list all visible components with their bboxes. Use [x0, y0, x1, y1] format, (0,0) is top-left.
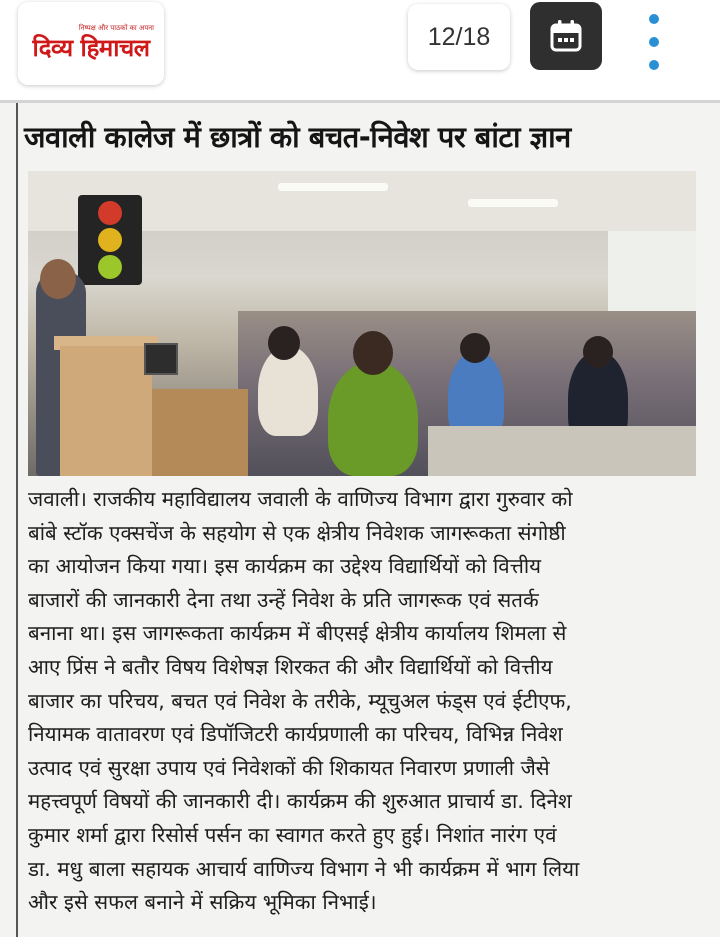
article-line: जवाली। राजकीय महाविद्यालय जवाली के वाणिज्य विभाग द्वारा गुरुवार को [28, 487, 573, 511]
photo-ceiling-light [468, 199, 558, 207]
photo-desks [428, 426, 696, 476]
photo-student-head [268, 326, 300, 360]
news-clipping [0, 103, 720, 937]
clipping-edge [16, 103, 18, 937]
photo-red-light [98, 201, 122, 225]
photo-speaker-head [40, 259, 76, 299]
article-line: उत्पाद एवं सुरक्षा उपाय एवं निवेशकों की शिकायत निवारण प्रणाली जैसे [28, 755, 550, 780]
article-line: आए प्रिंस ने बतौर विषय विशेषज्ञ शिरकत की और विद्यार्थियों को वित्तीय [28, 654, 553, 679]
photo-yellow-light [98, 228, 122, 252]
article-line: डा. मधु बाला सहायक आचार्य वाणिज्य विभाग ने भी कार्यक्रम में भाग लिया [28, 856, 580, 881]
article-line: कुमार शर्मा द्वारा रिसोर्स पर्सन का स्वागत करते हुए हुई। निशांत नारंग एवं [28, 822, 557, 847]
photo-student-head [353, 331, 393, 375]
photo-student-head [583, 336, 613, 368]
menu-dot [649, 60, 659, 70]
article-photo [28, 171, 696, 476]
menu-dot [649, 14, 659, 24]
article-line: का आयोजन किया गया। इस कार्यक्रम का उद्देश्य विद्यार्थियों को वित्तीय [28, 554, 542, 579]
article-line: बाजार का परिचय, बचत एवं निवेश के तरीके, म्यूचुअल फंड्स एवं ईटीएफ, [28, 688, 572, 713]
photo-monitor [144, 343, 178, 375]
page-indicator-label: 12/18 [427, 22, 491, 51]
top-app-bar [0, 0, 720, 100]
article-line: बाजारों की जानकारी देना तथा उन्हें निवेश के प्रति जागरूक एवं सतर्क [28, 587, 539, 612]
page-indicator[interactable] [408, 4, 510, 70]
photo-student [258, 346, 318, 436]
calendar-button[interactable] [530, 2, 602, 70]
photo-podium [60, 346, 152, 476]
photo-green-light [98, 255, 122, 279]
photo-ceiling-light [278, 183, 388, 191]
photo-student-head [460, 333, 490, 363]
article-headline: जवाली कालेज में छात्रों को बचत-निवेश पर बांटा ज्ञान [24, 120, 571, 154]
logo-text: दिव्य हिमाचल [32, 32, 150, 62]
menu-dot [649, 37, 659, 47]
logo-tagline: निष्पक्ष और पाठकों का अपना [78, 23, 154, 32]
calendar-icon [548, 18, 584, 54]
photo-student [328, 361, 418, 476]
article-body [28, 483, 708, 920]
article-line: महत्त्वपूर्ण विषयों की जानकारी दी। कार्यक्रम की शुरुआत प्राचार्य डा. दिनेश [28, 789, 572, 814]
article-line: बनाना था। इस जागरूकता कार्यक्रम में बीएसई क्षेत्रीय कार्यालय शिमला से [28, 621, 567, 646]
kebab-menu-icon[interactable] [634, 14, 674, 70]
article-line: और इसे सफल बनाने में सक्रिय भूमिका निभाई। [28, 890, 377, 915]
article-line: नियामक वातावरण एवं डिपॉजिटरी कार्यप्रणाली का परिचय, विभिन्न निवेश [28, 722, 563, 747]
photo-window [608, 231, 696, 321]
photo-desk [152, 389, 248, 476]
article-line: बांबे स्टॉक एक्सचेंज के सहयोग से एक क्षेत्रीय निवेशक जागरूकता संगोष्ठी [28, 520, 566, 545]
newspaper-logo[interactable] [18, 2, 164, 85]
photo-signal-board [78, 195, 142, 285]
